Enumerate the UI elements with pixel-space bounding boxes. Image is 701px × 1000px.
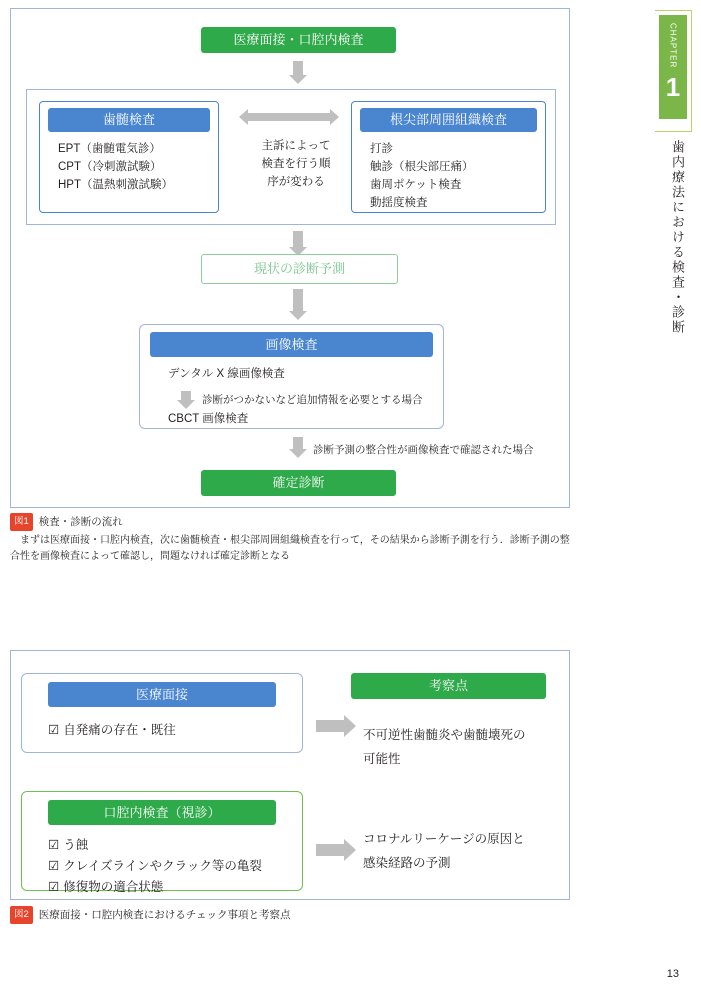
oral-exam-item-label: う蝕 bbox=[63, 838, 89, 852]
figure-2-caption-number: 図2 bbox=[10, 906, 33, 924]
consideration-2-line: コロナルリーケージの原因と bbox=[363, 832, 525, 846]
chapter-tab-number: 1 bbox=[665, 72, 681, 103]
oral-exam-box bbox=[21, 791, 303, 894]
pulp-test-title: 歯髄検査 bbox=[48, 108, 210, 132]
oral-exam-item-label: 修復物の適合状態 bbox=[63, 880, 164, 894]
figure-2-caption-title: 医療面接・口腔内検査におけるチェック事項と考察点 bbox=[38, 909, 291, 921]
consideration-1 bbox=[363, 723, 553, 771]
chapter-tab bbox=[655, 10, 692, 132]
arrow-right-icon bbox=[316, 715, 356, 737]
periapical-exam-box bbox=[351, 101, 546, 213]
imaging-exam-box bbox=[139, 324, 444, 429]
pulp-test-box bbox=[39, 101, 219, 213]
interview-item bbox=[48, 721, 302, 739]
pulp-test-item: HPT（温熱刺激試験） bbox=[58, 179, 173, 191]
final-condition-note: 診断予測の整合性が画像検査で確認された場合 bbox=[313, 444, 534, 456]
arrow-down-icon bbox=[289, 61, 307, 84]
arrow-down-icon bbox=[289, 437, 307, 458]
order-note-line: 主訴によって bbox=[261, 140, 331, 152]
figure-1-flowchart bbox=[10, 8, 570, 508]
consideration-1-line: 不可逆性歯髄炎や歯髄壊死の bbox=[363, 728, 526, 742]
imaging-item-cbct: CBCT 画像検査 bbox=[168, 413, 249, 425]
interview-title: 医療面接 bbox=[48, 682, 276, 707]
order-note-line: 序が変わる bbox=[267, 176, 325, 188]
arrow-down-icon bbox=[289, 289, 307, 320]
consideration-2-line: 感染経路の予測 bbox=[363, 856, 451, 870]
checkbox-icon: ☑ bbox=[48, 723, 60, 737]
periapical-exam-item: 動揺度検査 bbox=[370, 197, 428, 209]
pulp-test-item: EPT（歯髄電気診） bbox=[58, 143, 161, 155]
flow-node-definitive-diagnosis: 確定診断 bbox=[201, 470, 396, 496]
imaging-exam-title: 画像検査 bbox=[150, 332, 433, 357]
figure-1-caption-body: まずは医療面接・口腔内検査，次に歯髄検査・根尖部周囲組織検査を行って，その結果から診断予測を行う．診断予測の整合性を画像検査によって確認し，問題なければ確定診断となる bbox=[10, 535, 570, 562]
side-running-title: 歯内療法における検査・診断 bbox=[670, 140, 685, 335]
order-note-line: 検査を行う順 bbox=[261, 158, 331, 170]
checkbox-icon: ☑ bbox=[48, 859, 60, 873]
figure-2-checklist bbox=[10, 650, 570, 900]
periapical-exam-item: 歯周ポケット検査 bbox=[370, 179, 462, 191]
checkbox-icon: ☑ bbox=[48, 880, 60, 894]
oral-exam-title: 口腔内検査（視診） bbox=[48, 800, 276, 825]
flow-node-interview-oral-exam: 医療面接・口腔内検査 bbox=[201, 27, 396, 53]
oral-exam-item bbox=[48, 835, 302, 856]
periapical-exam-item: 触診（根尖部圧痛） bbox=[370, 161, 474, 173]
figure-2-caption bbox=[10, 906, 575, 924]
pulp-test-item: CPT（冷刺激試験） bbox=[58, 161, 162, 173]
consideration-1-line: 可能性 bbox=[363, 752, 401, 766]
figure-1-caption-number: 図1 bbox=[10, 513, 33, 531]
interview-item-label: 自発痛の存在・既往 bbox=[63, 723, 176, 737]
page-number: 13 bbox=[666, 968, 679, 980]
arrow-down-icon bbox=[289, 231, 307, 256]
oral-exam-item-label: クレイズラインやクラック等の亀裂 bbox=[63, 859, 262, 873]
order-note bbox=[246, 137, 346, 191]
consideration-2 bbox=[363, 827, 563, 875]
consideration-header: 考察点 bbox=[351, 673, 546, 699]
oral-exam-item bbox=[48, 877, 302, 898]
oral-exam-item bbox=[48, 856, 302, 877]
figure-1-caption-title: 検査・診断の流れ bbox=[38, 516, 123, 528]
interview-box bbox=[21, 673, 303, 753]
periapical-exam-item: 打診 bbox=[370, 143, 393, 155]
arrow-right-icon bbox=[316, 839, 356, 861]
chapter-tab-inner bbox=[659, 15, 687, 119]
periapical-exam-title: 根尖部周囲組織検査 bbox=[360, 108, 537, 132]
figure-1-caption bbox=[10, 513, 575, 565]
checkbox-icon: ☑ bbox=[48, 838, 60, 852]
chapter-tab-word: CHAPTER bbox=[668, 23, 678, 69]
flow-node-current-diagnosis-prediction: 現状の診断予測 bbox=[201, 254, 398, 284]
double-arrow-icon bbox=[239, 109, 339, 125]
imaging-item-dental-xray: デンタル X 線画像検査 bbox=[168, 368, 285, 380]
imaging-branch-note: 診断がつかないなど追加情報を必要とする場合 bbox=[202, 394, 423, 406]
arrow-down-icon bbox=[177, 391, 195, 409]
